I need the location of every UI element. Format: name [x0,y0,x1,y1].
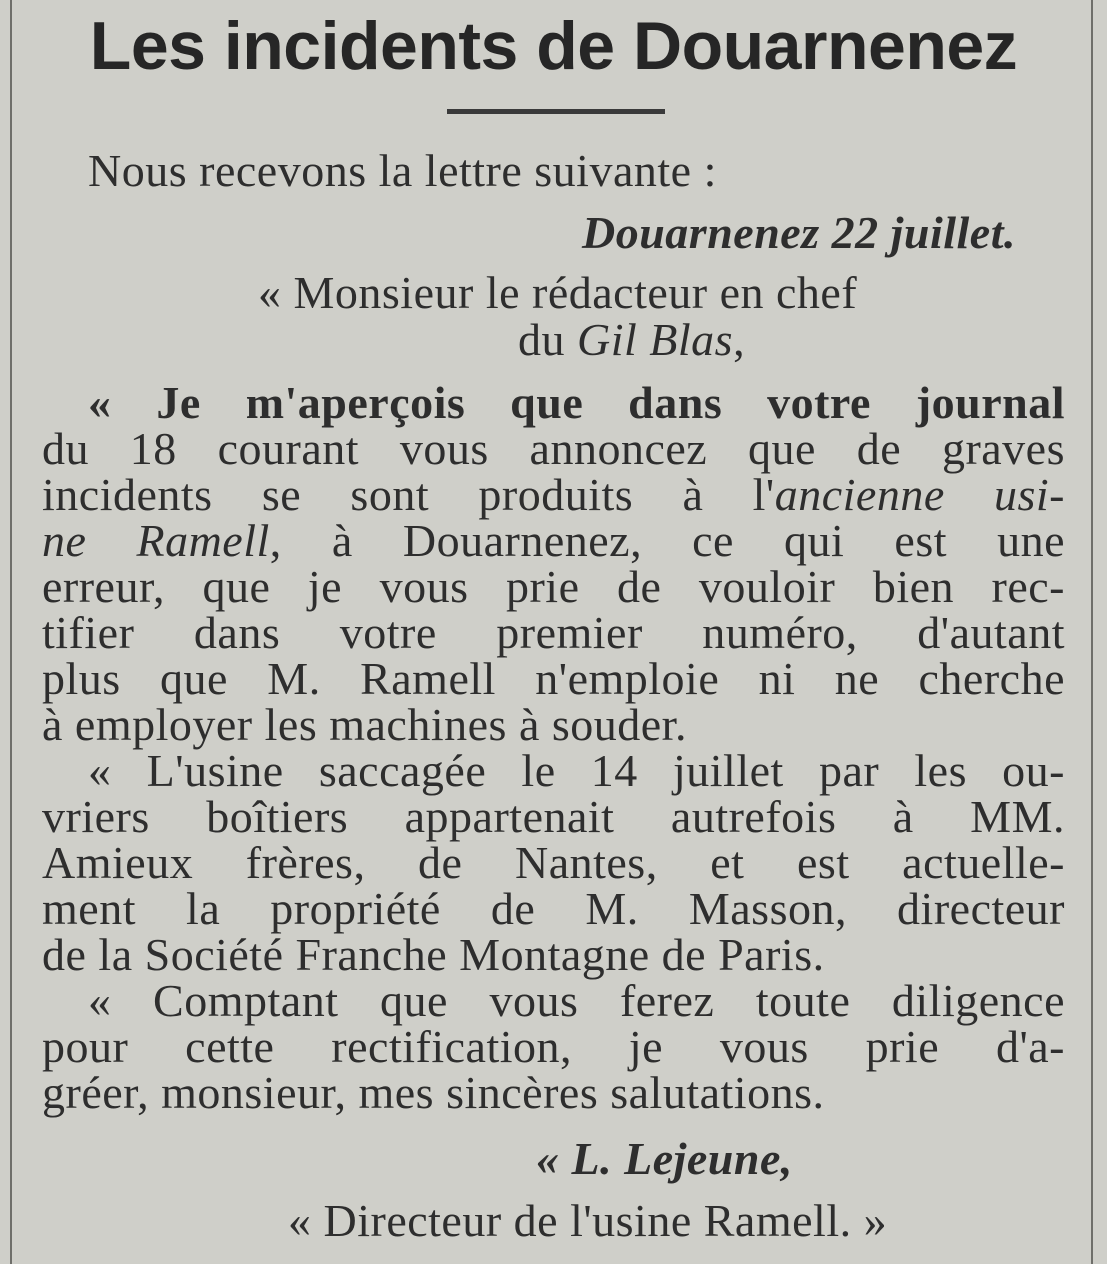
salutation-line-2 [518,315,745,365]
salutation-suffix: , [733,314,746,365]
paragraph-1-line-4-text: , à Douarnenez, ce qui est une [269,515,1065,566]
salutation-prefix: du [518,314,577,365]
paragraph-1-line-1: « Je m'aperçois que dans votre journal [88,377,1065,428]
paragraph-1-line-3-italic: ancienne usi- [774,469,1066,520]
paragraph-1-line-3 [42,470,1065,520]
paragraph-2-line-4: ment la propriété de M. Masson, directeur [42,883,1065,934]
journal-name: Gil Blas [577,314,734,365]
paragraph-2-line-1: « L'usine saccagée le 14 juillet par les ou- [88,745,1065,796]
signature-name: « L. Lejeune, [536,1133,793,1184]
paragraph-1-line-3-text: incidents se sont produits à l' [42,469,775,520]
paragraph-3-line-1: « Comptant que vous ferez toute diligence [88,975,1065,1026]
paragraph-1-line-8: à employer les machines à souder. [42,699,687,750]
salutation-line-1: « Monsieur le rédacteur en chef [258,267,858,318]
paragraph-1-line-6: tifier dans votre premier numéro, d'autant [42,607,1065,658]
paragraph-1-line-5: erreur, que je vous prie de vouloir bien rec- [42,561,1065,612]
paragraph-1-line-2: du 18 courant vous annoncez que de graves [42,423,1065,474]
signature-role: « Directeur de l'usine Ramell. » [288,1195,888,1246]
paragraph-1-line-7: plus que M. Ramell n'emploie ni ne cherche [42,653,1065,704]
column-border-left [10,0,12,1264]
paragraph-1-line-4-italic: ne Ramell [42,515,270,566]
dateline: Douarnenez 22 juillet. [581,207,1016,258]
paragraph-2-line-3: Amieux frères, de Nantes, et est actuelle- [42,837,1065,888]
paragraph-2-line-2: vriers boîtiers appartenait autrefois à MM. [42,791,1065,842]
intro-line: Nous recevons la lettre suivante : [88,145,717,196]
paragraph-3-line-3: gréer, monsieur, mes sincères salutations. [42,1067,825,1118]
paragraph-2-line-5: de la Société Franche Montagne de Paris. [42,929,825,980]
column-border-right [1091,0,1093,1264]
paragraph-3-line-2: pour cette rectification, je vous prie d'a- [42,1021,1065,1072]
article-headline: Les incidents de Douarnenez [89,8,1018,84]
headline-rule [447,109,665,114]
paragraph-1-line-4 [42,516,1065,566]
